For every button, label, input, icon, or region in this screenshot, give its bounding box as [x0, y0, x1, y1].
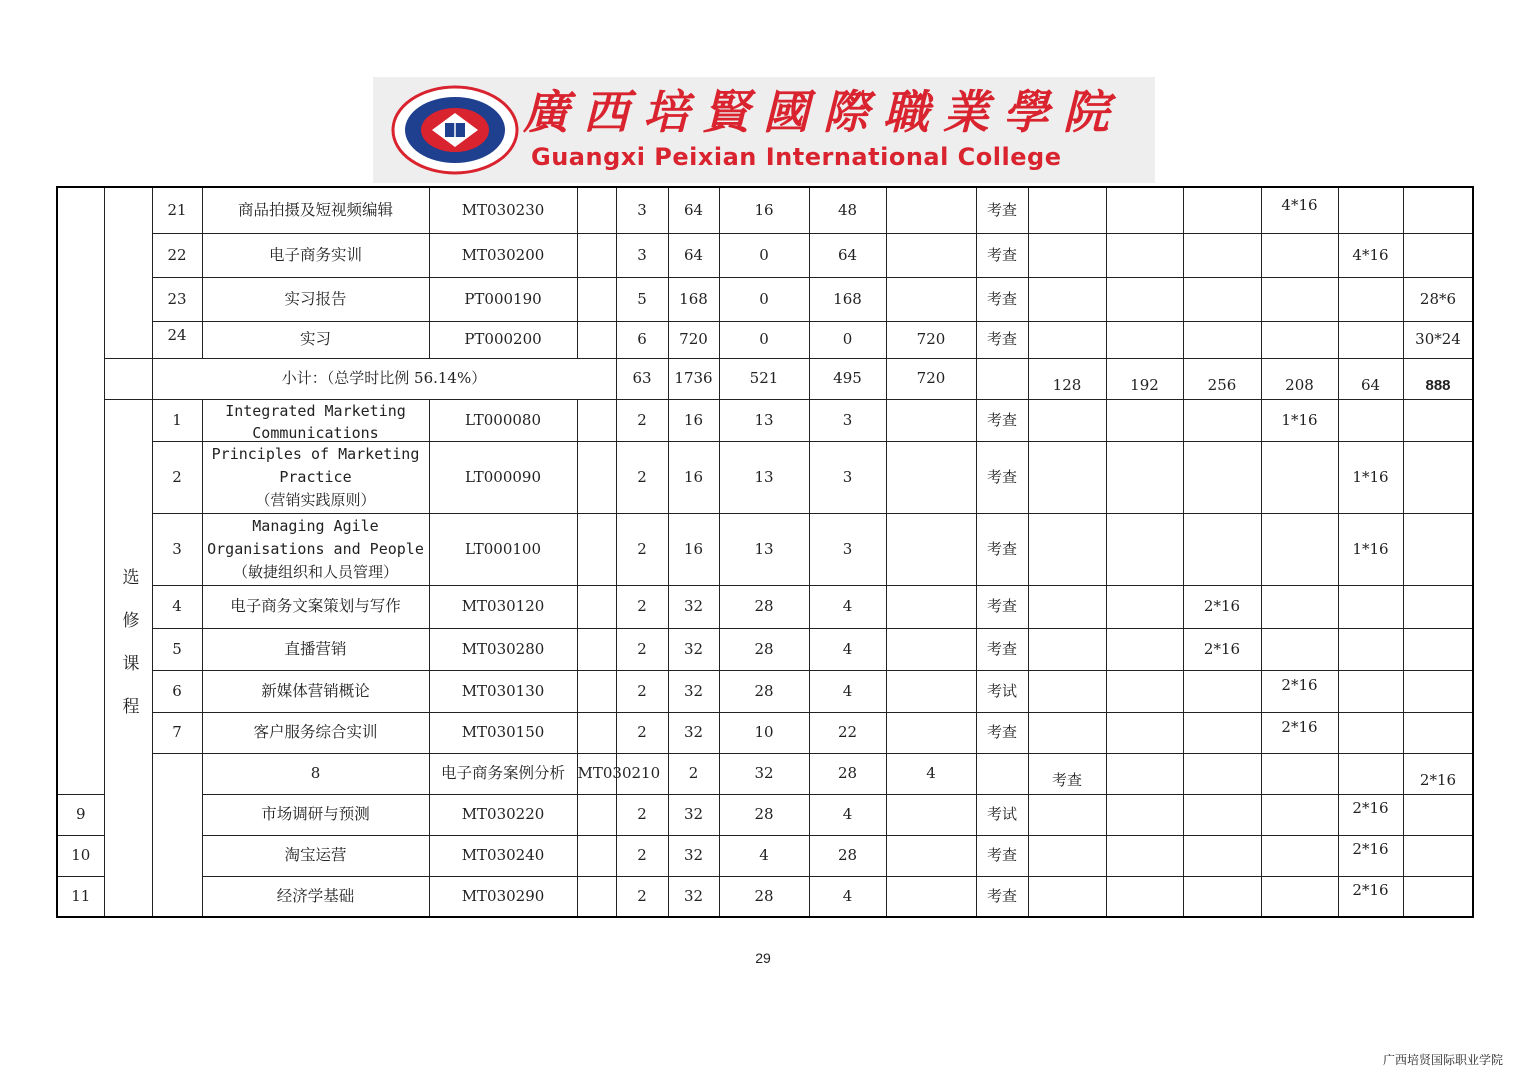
assessment: 考查 [976, 876, 1028, 917]
blank-cell [577, 585, 616, 628]
row-no: 23 [152, 277, 202, 321]
credits: 2 [616, 441, 668, 513]
semester-3 [1183, 876, 1261, 917]
semester-5 [1338, 712, 1403, 753]
subtotal-semester-4: 208 [1261, 358, 1338, 399]
semester-4 [1261, 441, 1338, 513]
total-hours: 16 [668, 441, 719, 513]
semester-1 [1028, 835, 1106, 876]
semester-6: 30*24 [1403, 321, 1473, 358]
subtotal-semester-6: 888 [1403, 358, 1473, 399]
semester-4 [1261, 513, 1338, 585]
page-number: 29 [755, 950, 771, 966]
course-code: LT000100 [429, 513, 577, 585]
course-code: MT030130 [429, 670, 577, 712]
course-code: MT030220 [429, 794, 577, 835]
semester-6 [1403, 399, 1473, 441]
semester-1 [1028, 513, 1106, 585]
course-name [202, 513, 429, 585]
semester-4: 2*16 [1261, 670, 1338, 712]
semester-1 [1028, 876, 1106, 917]
course-code: MT030150 [429, 712, 577, 753]
course-name: 直播营销 [202, 628, 429, 670]
course-name-line: （营销实践原则） [255, 490, 376, 509]
semester-5 [1338, 187, 1403, 233]
semester-2 [1106, 441, 1183, 513]
theory-hours: 0 [719, 321, 809, 358]
table-row [57, 187, 1473, 233]
semester-3 [1183, 835, 1261, 876]
assessment: 考查 [976, 513, 1028, 585]
credits: 2 [616, 712, 668, 753]
internship-hours [886, 670, 976, 712]
table-row [57, 835, 1473, 876]
semester-1 [1028, 187, 1106, 233]
semester-3 [1183, 441, 1261, 513]
internship-hours [976, 753, 1028, 794]
row-no: 24 [152, 321, 202, 358]
semester-5: 2*16 [1403, 753, 1473, 794]
practice-hours: 22 [809, 712, 886, 753]
theory-hours: 13 [719, 441, 809, 513]
table-row [57, 753, 1473, 794]
curriculum-table [56, 186, 1474, 918]
semester-4 [1261, 321, 1338, 358]
theory-hours: 13 [719, 513, 809, 585]
group-category-cell [104, 187, 152, 358]
semester-1 [1028, 712, 1106, 753]
credits: 2 [668, 753, 719, 794]
blank-cell [577, 399, 616, 441]
semester-6 [1403, 628, 1473, 670]
semester-4 [1261, 585, 1338, 628]
course-code: MT030200 [429, 233, 577, 277]
semester-6 [1403, 712, 1473, 753]
elective-category-label: 选修课程 [118, 568, 139, 741]
semester-5 [1338, 670, 1403, 712]
theory-hours: 28 [719, 670, 809, 712]
blank-cell [577, 835, 616, 876]
outer-category-cell-lower [152, 753, 202, 917]
assessment: 考查 [976, 399, 1028, 441]
semester-3 [1183, 277, 1261, 321]
internship-hours [886, 441, 976, 513]
row-no: 11 [57, 876, 104, 917]
semester-1 [1028, 277, 1106, 321]
semester-1 [1028, 670, 1106, 712]
theory-hours: 28 [809, 753, 886, 794]
subtotal-semester-3: 256 [1183, 358, 1261, 399]
blank-cell [577, 628, 616, 670]
total-hours: 32 [668, 876, 719, 917]
footer-college-name: 广西培贤国际职业学院 [1382, 1053, 1503, 1067]
course-name [202, 399, 429, 441]
table-row [57, 794, 1473, 835]
practice-hours: 4 [886, 753, 976, 794]
course-code: MT030230 [429, 187, 577, 233]
blank-cell [577, 441, 616, 513]
semester-2 [1106, 585, 1183, 628]
total-hours: 32 [719, 753, 809, 794]
semester-3: 2*16 [1183, 585, 1261, 628]
course-name: 市场调研与预测 [202, 794, 429, 835]
college-name-en: Guangxi Peixian International College [531, 143, 1062, 171]
subtotal-assessment [976, 358, 1028, 399]
semester-1 [1028, 794, 1106, 835]
course-code: PT000190 [429, 277, 577, 321]
semester-4: 2*16 [1261, 712, 1338, 753]
semester-4: 1*16 [1261, 399, 1338, 441]
practice-hours: 48 [809, 187, 886, 233]
semester-2 [1106, 628, 1183, 670]
blank-cell [577, 187, 616, 233]
course-code: LT000090 [429, 441, 577, 513]
college-banner [373, 77, 1155, 183]
semester-2 [1106, 277, 1183, 321]
semester-3: 2*16 [1183, 628, 1261, 670]
course-name: 经济学基础 [202, 876, 429, 917]
theory-hours: 0 [719, 277, 809, 321]
credits: 2 [616, 670, 668, 712]
table-row [57, 399, 1473, 441]
course-name-line: Integrated Marketing [225, 401, 406, 420]
table-row [57, 513, 1473, 585]
credits: 3 [616, 233, 668, 277]
theory-hours: 28 [719, 585, 809, 628]
row-no: 7 [152, 712, 202, 753]
row-no: 8 [202, 753, 429, 794]
semester-5: 2*16 [1338, 876, 1403, 917]
semester-4 [1261, 794, 1338, 835]
blank-cell [577, 794, 616, 835]
total-hours: 32 [668, 585, 719, 628]
semester-3 [1261, 753, 1338, 794]
semester-1 [1028, 585, 1106, 628]
row-no: 6 [152, 670, 202, 712]
course-code: MT030210 [577, 753, 616, 794]
semester-2 [1106, 399, 1183, 441]
course-name-line: （敏捷组织和人员管理） [232, 562, 398, 581]
internship-hours [886, 233, 976, 277]
semester-4 [1261, 628, 1338, 670]
semester-6 [1403, 513, 1473, 585]
course-name-line: Principles of Marketing [211, 444, 420, 463]
semester-5 [1338, 321, 1403, 358]
subtotal-semester-1: 128 [1028, 358, 1106, 399]
total-hours: 32 [668, 794, 719, 835]
semester-3 [1183, 670, 1261, 712]
total-hours: 32 [668, 628, 719, 670]
semester-2 [1106, 712, 1183, 753]
college-name-cn: 廣西培賢國際職業學院 [523, 85, 1123, 139]
course-code: MT030290 [429, 876, 577, 917]
course-name: 淘宝运营 [202, 835, 429, 876]
assessment: 考查 [976, 233, 1028, 277]
semester-2 [1106, 321, 1183, 358]
semester-3 [1183, 399, 1261, 441]
semester-6 [1403, 835, 1473, 876]
semester-4 [1338, 753, 1403, 794]
theory-hours: 10 [719, 712, 809, 753]
credits: 6 [616, 321, 668, 358]
blank-cell [577, 277, 616, 321]
internship-hours [886, 835, 976, 876]
semester-3 [1183, 233, 1261, 277]
row-no: 3 [152, 513, 202, 585]
course-name-line: Organisations and People [207, 539, 424, 558]
semester-5: 2*16 [1338, 794, 1403, 835]
total-hours: 16 [668, 513, 719, 585]
semester-6 [1403, 187, 1473, 233]
practice-hours: 0 [809, 321, 886, 358]
total-hours: 64 [668, 187, 719, 233]
assessment: 考查 [976, 835, 1028, 876]
table-row [57, 321, 1473, 358]
credits: 5 [616, 277, 668, 321]
course-code: MT030120 [429, 585, 577, 628]
credits: 2 [616, 399, 668, 441]
semester-1 [1028, 628, 1106, 670]
semester-4 [1261, 835, 1338, 876]
semester-4 [1261, 233, 1338, 277]
semester-3 [1183, 513, 1261, 585]
row-no: 4 [152, 585, 202, 628]
course-code: MT030240 [429, 835, 577, 876]
semester-5 [1338, 399, 1403, 441]
credits: 2 [616, 513, 668, 585]
row-no: 9 [57, 794, 104, 835]
course-name: 实习 [202, 321, 429, 358]
credits: 2 [616, 794, 668, 835]
course-name-line: Communications [252, 423, 379, 442]
course-name: 电子商务文案策划与写作 [202, 585, 429, 628]
subtotal-credits: 63 [616, 358, 668, 399]
course-name-line: Managing Agile [252, 516, 379, 535]
semester-2 [1183, 753, 1261, 794]
semester-3 [1183, 712, 1261, 753]
semester-2 [1106, 794, 1183, 835]
semester-5 [1338, 585, 1403, 628]
semester-2 [1106, 670, 1183, 712]
assessment: 考查 [976, 441, 1028, 513]
theory-hours: 4 [719, 835, 809, 876]
table-row [57, 712, 1473, 753]
semester-6 [1403, 794, 1473, 835]
course-code: PT000200 [429, 321, 577, 358]
table-row [57, 628, 1473, 670]
credits: 2 [616, 876, 668, 917]
row-no: 21 [152, 187, 202, 233]
course-code: MT030280 [429, 628, 577, 670]
subtotal-semester-5: 64 [1338, 358, 1403, 399]
table-row [57, 585, 1473, 628]
row-no: 2 [152, 441, 202, 513]
internship-hours: 720 [886, 321, 976, 358]
theory-hours: 28 [719, 876, 809, 917]
semester-5: 4*16 [1338, 233, 1403, 277]
blank-cell [577, 233, 616, 277]
practice-hours: 4 [809, 628, 886, 670]
internship-hours [886, 794, 976, 835]
blank-cell [577, 712, 616, 753]
semester-3 [1183, 321, 1261, 358]
semester-4 [1261, 876, 1338, 917]
practice-hours: 3 [809, 399, 886, 441]
assessment: 考查 [976, 628, 1028, 670]
assessment: 考试 [976, 670, 1028, 712]
semester-2 [1106, 835, 1183, 876]
semester-5 [1338, 277, 1403, 321]
practice-hours: 4 [809, 876, 886, 917]
theory-hours: 16 [719, 187, 809, 233]
theory-hours: 13 [719, 399, 809, 441]
subtotal-theory: 521 [719, 358, 809, 399]
course-name: 客户服务综合实训 [202, 712, 429, 753]
internship-hours [886, 585, 976, 628]
semester-6 [1403, 585, 1473, 628]
semester-1 [1028, 441, 1106, 513]
semester-1 [1028, 233, 1106, 277]
theory-hours: 28 [719, 628, 809, 670]
course-name [202, 441, 429, 513]
blank-cell [577, 670, 616, 712]
elective-category-cell [104, 399, 152, 917]
total-hours: 32 [668, 712, 719, 753]
theory-hours: 28 [719, 794, 809, 835]
assessment: 考查 [976, 277, 1028, 321]
credits: 2 [616, 585, 668, 628]
subtotal-practice: 495 [809, 358, 886, 399]
total-hours: 64 [668, 233, 719, 277]
semester-2 [1106, 187, 1183, 233]
total-hours: 168 [668, 277, 719, 321]
subtotal-spacer [104, 358, 152, 399]
credits: 2 [616, 835, 668, 876]
credits: 3 [616, 187, 668, 233]
semester-2 [1106, 876, 1183, 917]
practice-hours: 168 [809, 277, 886, 321]
total-hours: 32 [668, 835, 719, 876]
row-no: 1 [152, 399, 202, 441]
subtotal-label: 小计：（总学时比例 56.14%） [152, 358, 616, 399]
internship-hours [886, 628, 976, 670]
table-row [57, 277, 1473, 321]
semester-6: 28*6 [1403, 277, 1473, 321]
course-name: 新媒体营销概论 [202, 670, 429, 712]
assessment: 考查 [976, 712, 1028, 753]
semester-3 [1183, 187, 1261, 233]
course-name: 电子商务案例分析 [429, 753, 577, 794]
row-no: 10 [57, 835, 104, 876]
course-name: 实习报告 [202, 277, 429, 321]
practice-hours: 4 [809, 670, 886, 712]
semester-2 [1106, 513, 1183, 585]
row-no: 5 [152, 628, 202, 670]
practice-hours: 28 [809, 835, 886, 876]
internship-hours [886, 187, 976, 233]
semester-5 [1338, 628, 1403, 670]
semester-6 [1403, 233, 1473, 277]
semester-6 [1403, 670, 1473, 712]
semester-2 [1106, 233, 1183, 277]
internship-hours [886, 876, 976, 917]
semester-5: 1*16 [1338, 513, 1403, 585]
assessment: 考查 [976, 187, 1028, 233]
subtotal-row [57, 358, 1473, 399]
assessment: 考查 [1028, 753, 1106, 794]
semester-6 [1403, 876, 1473, 917]
internship-hours [886, 513, 976, 585]
assessment: 考查 [976, 321, 1028, 358]
practice-hours: 3 [809, 441, 886, 513]
table-row [57, 441, 1473, 513]
course-name-line: Practice [279, 467, 352, 486]
subtotal-hours: 1736 [668, 358, 719, 399]
practice-hours: 4 [809, 794, 886, 835]
assessment: 考试 [976, 794, 1028, 835]
outer-category-cell [57, 187, 104, 794]
semester-3 [1183, 794, 1261, 835]
course-name: 电子商务实训 [202, 233, 429, 277]
total-hours: 720 [668, 321, 719, 358]
blank-cell [577, 513, 616, 585]
course-name: 商品拍摄及短视频编辑 [202, 187, 429, 233]
semester-4: 4*16 [1261, 187, 1338, 233]
blank-cell [577, 321, 616, 358]
semester-1 [1028, 321, 1106, 358]
internship-hours [886, 399, 976, 441]
semester-4 [1261, 277, 1338, 321]
semester-5: 2*16 [1338, 835, 1403, 876]
table-row [57, 670, 1473, 712]
blank-cell [577, 876, 616, 917]
semester-1 [1106, 753, 1183, 794]
theory-hours: 0 [719, 233, 809, 277]
practice-hours: 4 [809, 585, 886, 628]
row-no: 22 [152, 233, 202, 277]
semester-1 [1028, 399, 1106, 441]
internship-hours [886, 712, 976, 753]
subtotal-internship: 720 [886, 358, 976, 399]
course-code: LT000080 [429, 399, 577, 441]
credits: 2 [616, 628, 668, 670]
practice-hours: 64 [809, 233, 886, 277]
total-hours: 16 [668, 399, 719, 441]
table-row [57, 876, 1473, 917]
internship-hours [886, 277, 976, 321]
table-row [57, 233, 1473, 277]
practice-hours: 3 [809, 513, 886, 585]
total-hours: 32 [668, 670, 719, 712]
semester-5: 1*16 [1338, 441, 1403, 513]
assessment: 考查 [976, 585, 1028, 628]
college-seal-icon [390, 85, 520, 175]
subtotal-semester-2: 192 [1106, 358, 1183, 399]
semester-6 [1403, 441, 1473, 513]
